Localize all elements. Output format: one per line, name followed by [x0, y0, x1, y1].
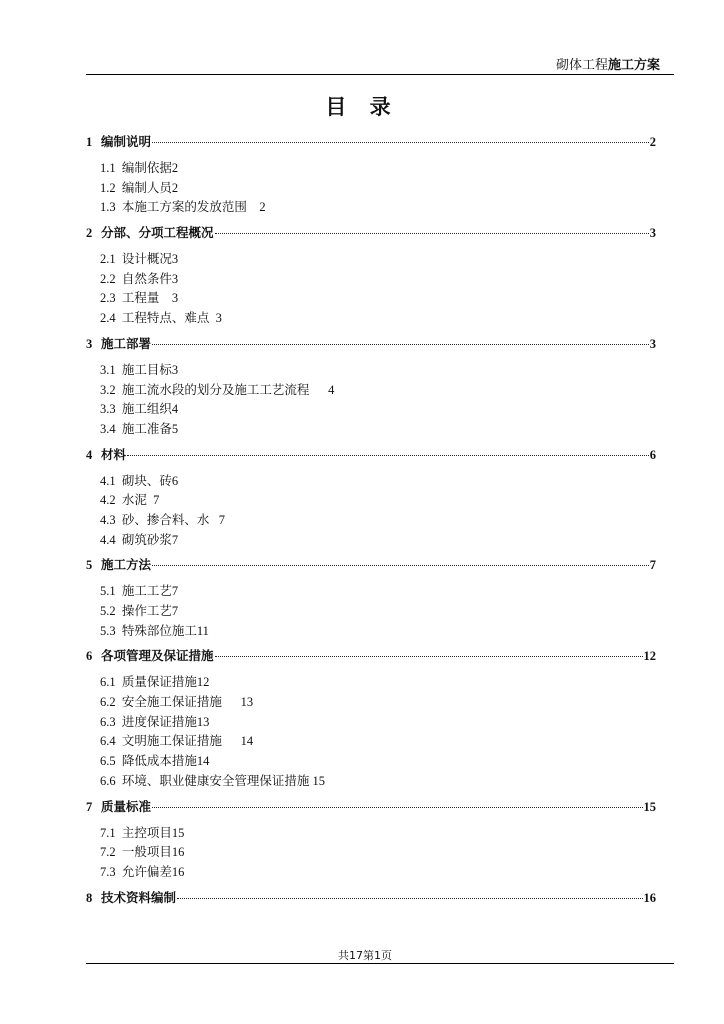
- toc-subsection-label: 质量保证措施: [121, 674, 197, 690]
- footer-rule: [86, 963, 674, 964]
- toc-subsection-gap: [309, 383, 328, 397]
- toc-subsection-2.3[interactable]: [100, 288, 656, 308]
- toc-subsection-number: 2.4: [100, 311, 116, 326]
- toc-subsection-label: 水泥: [121, 492, 147, 508]
- toc-leader-dots: [152, 344, 649, 345]
- toc-subsection-6.6[interactable]: [100, 771, 656, 791]
- toc-subsection-number: 4.1: [100, 473, 116, 488]
- toc-section-number: 6: [86, 649, 93, 664]
- toc-subsection-label: 安全施工保证措施: [121, 694, 222, 710]
- toc-subsection-number: 6.5: [100, 754, 116, 769]
- toc-subsection-label: 一般项目: [121, 844, 172, 860]
- toc-subsection-page: 15: [171, 825, 185, 840]
- toc-subsection-number: 2.3: [100, 291, 116, 306]
- toc-subsection-page: 7: [153, 493, 160, 508]
- toc-section-number: 4: [86, 447, 93, 462]
- toc-subsection-number: 7.3: [100, 864, 116, 879]
- toc-subsection-page: 3: [215, 311, 222, 326]
- toc-subsection-label: 工程量: [121, 290, 160, 306]
- toc-subsection-number: 1.2: [100, 180, 116, 195]
- toc-section-1[interactable]: [86, 132, 656, 152]
- toc-subsection-page: 3: [171, 271, 179, 286]
- toc-section-number: 5: [86, 558, 93, 573]
- toc-subsection-6.3[interactable]: [100, 712, 656, 732]
- toc-section-5[interactable]: [86, 555, 656, 575]
- toc-subsection-label: 设计概况: [121, 251, 172, 267]
- toc-subsection-page: 5: [171, 421, 179, 436]
- toc-subsection-gap: [209, 513, 218, 527]
- toc-subsection-label: 施工流水段的划分及施工工艺流程: [121, 381, 310, 397]
- toc-subsection-label: 砌块、砖: [121, 472, 172, 488]
- toc-subsection-3.4[interactable]: [100, 419, 656, 439]
- toc-section-label: 质量标准: [101, 798, 152, 814]
- toc-subsection-number: 3.4: [100, 421, 116, 436]
- toc-section-page: 12: [643, 649, 656, 664]
- toc-section-number: 3: [86, 336, 93, 351]
- toc-subsection-gap: [222, 734, 241, 748]
- toc-subsection-label: 施工目标: [121, 361, 172, 377]
- toc-subsection-page: 16: [171, 864, 185, 879]
- toc-subsection-page: 2: [259, 200, 266, 215]
- toc-subsection-label: 特殊部位施工: [121, 622, 197, 638]
- toc-subsection-2.2[interactable]: [100, 269, 656, 289]
- toc-subsection-page: 6: [171, 473, 179, 488]
- toc-subsection-number: 3.1: [100, 362, 116, 377]
- toc-subsection-page: 4: [171, 402, 179, 417]
- header-rule: [86, 74, 674, 75]
- toc-subsection-7.2[interactable]: [100, 842, 656, 862]
- header-title: [556, 54, 660, 73]
- toc-subsection-2.4[interactable]: [100, 308, 656, 328]
- toc-section-number: 1: [86, 135, 93, 149]
- toc-subsection-list: [100, 581, 656, 640]
- toc-leader-dots: [152, 142, 649, 143]
- toc-section-number: 8: [86, 890, 93, 905]
- toc-section-number: 2: [86, 226, 93, 241]
- toc-subsection-label: 施工组织: [121, 401, 172, 417]
- toc-subsection-6.2[interactable]: [100, 692, 656, 712]
- toc-subsection-number: 4.2: [100, 493, 116, 508]
- toc-subsection-list: [100, 360, 656, 439]
- toc-subsection-page: 7: [171, 604, 179, 618]
- toc-subsection-label: 本施工方案的发放范围: [121, 199, 247, 215]
- toc-leader-dots: [215, 233, 649, 234]
- toc-subsection-number: 7.2: [100, 845, 116, 860]
- footer-page-count: 共17第1页: [338, 949, 392, 962]
- toc-subsection-3.3[interactable]: [100, 399, 656, 419]
- toc-subsection-label: 施工工艺: [121, 583, 172, 599]
- toc-subsection-number: 6.1: [100, 675, 116, 690]
- table-of-contents: [86, 128, 656, 914]
- toc-subsection-list: [100, 471, 656, 550]
- toc-section-label: 编制说明: [101, 134, 152, 149]
- toc-section-page: 16: [643, 890, 656, 905]
- toc-subsection-label: 自然条件: [121, 270, 172, 286]
- toc-leader-dots: [127, 455, 649, 456]
- toc-section-label: 施工部署: [101, 335, 152, 351]
- toc-subsection-5.2[interactable]: [100, 601, 656, 621]
- toc-subsection-page: 7: [218, 512, 226, 527]
- toc-subsection-page: 4: [328, 382, 335, 397]
- toc-subsection-list: [100, 823, 656, 882]
- toc-section-label: 技术资料编制: [101, 889, 177, 905]
- toc-subsection-page: 12: [196, 675, 210, 690]
- toc-subsection-page: 7: [171, 532, 179, 547]
- toc-spacer: [86, 908, 656, 914]
- toc-subsection-4.4[interactable]: [100, 530, 656, 550]
- toc-subsection-list: [100, 158, 656, 217]
- toc-subsection-number: 4.4: [100, 532, 116, 547]
- toc-subsection-page: 13: [196, 714, 210, 729]
- toc-leader-dots: [152, 807, 642, 808]
- toc-subsection-label: 工程特点、难点: [121, 310, 210, 326]
- toc-leader-dots: [152, 565, 649, 566]
- toc-section-page: 3: [649, 226, 656, 241]
- toc-section-4[interactable]: [86, 445, 656, 465]
- toc-subsection-label: 编制依据: [121, 160, 172, 175]
- toc-subsection-page: 3: [171, 252, 179, 267]
- toc-subsection-1.2[interactable]: [100, 178, 656, 198]
- toc-section-6[interactable]: [86, 646, 656, 666]
- toc-subsection-6.5[interactable]: [100, 751, 656, 771]
- toc-subsection-number: 2.1: [100, 252, 116, 267]
- toc-subsection-1.3[interactable]: [100, 197, 656, 217]
- toc-section-8[interactable]: [86, 888, 656, 908]
- toc-subsection-gap: [222, 695, 241, 709]
- toc-section-label: 施工方法: [101, 557, 152, 573]
- toc-subsection-page: 16: [171, 845, 185, 860]
- toc-subsection-number: 1.3: [100, 200, 116, 215]
- toc-subsection-page: 3: [171, 362, 179, 377]
- toc-subsection-label: 降低成本措施: [121, 753, 197, 769]
- toc-section-page: 7: [649, 558, 656, 573]
- toc-subsection-2.1[interactable]: [100, 249, 656, 269]
- toc-subsection-number: 6.4: [100, 734, 116, 749]
- toc-subsection-1.1[interactable]: [100, 158, 656, 178]
- toc-subsection-number: 2.2: [100, 271, 116, 286]
- toc-subsection-list: [100, 249, 656, 328]
- toc-section-page: 6: [649, 447, 656, 462]
- toc-subsection-gap: [247, 200, 260, 214]
- header-title-bold: 施工方案: [607, 58, 660, 73]
- toc-subsection-page: 13: [240, 695, 254, 710]
- toc-section-7[interactable]: [86, 797, 656, 817]
- toc-subsection-page: 14: [240, 734, 254, 749]
- toc-section-3[interactable]: [86, 334, 656, 354]
- toc-section-page: 2: [649, 135, 656, 149]
- toc-subsection-4.3[interactable]: [100, 510, 656, 530]
- toc-subsection-number: 6.2: [100, 695, 116, 710]
- toc-subsection-label: 砌筑砂浆: [121, 531, 172, 547]
- toc-subsection-gap: [159, 291, 172, 305]
- toc-section-2[interactable]: [86, 223, 656, 243]
- toc-leader-dots: [177, 898, 642, 899]
- toc-subsection-label: 主控项目: [121, 824, 172, 840]
- toc-subsection-number: 5.2: [100, 604, 116, 618]
- toc-subsection-page: 11: [196, 623, 209, 638]
- toc-subsection-3.1[interactable]: [100, 360, 656, 380]
- toc-subsection-number: 1.1: [100, 161, 116, 175]
- toc-subsection-5.3[interactable]: [100, 621, 656, 641]
- toc-subsection-page: 3: [171, 291, 179, 306]
- toc-subsection-6.4[interactable]: [100, 731, 656, 751]
- toc-section-label: 各项管理及保证措施: [101, 648, 214, 664]
- toc-subsection-number: 3.3: [100, 402, 116, 417]
- toc-section-page: 3: [649, 336, 656, 351]
- toc-subsection-label: 环境、职业健康安全管理保证措施: [121, 772, 310, 788]
- toc-subsection-number: 3.2: [100, 382, 116, 397]
- toc-subsection-4.1[interactable]: [100, 471, 656, 491]
- toc-subsection-page: 14: [196, 754, 210, 769]
- toc-subsection-number: 7.1: [100, 825, 116, 840]
- toc-section-page: 15: [643, 799, 656, 814]
- toc-section-label: 分部、分项工程概况: [101, 225, 214, 241]
- toc-subsection-label: 砂、掺合料、水: [121, 511, 210, 527]
- toc-subsection-number: 6.6: [100, 773, 116, 788]
- toc-subsection-3.2[interactable]: [100, 380, 656, 400]
- toc-subsection-7.1[interactable]: [100, 823, 656, 843]
- toc-leader-dots: [215, 656, 643, 657]
- toc-subsection-number: 5.3: [100, 623, 116, 638]
- toc-subsection-page: 2: [171, 180, 179, 195]
- toc-subsection-6.1[interactable]: [100, 672, 656, 692]
- toc-subsection-label: 允许偏差: [121, 863, 172, 879]
- toc-subsection-label: 编制人员: [121, 179, 172, 195]
- toc-subsection-number: 5.1: [100, 584, 116, 599]
- toc-subsection-page: 2: [171, 161, 179, 175]
- toc-subsection-list: [100, 672, 656, 790]
- page-header: [86, 54, 674, 74]
- toc-subsection-page: 7: [171, 584, 179, 599]
- toc-subsection-label: 操作工艺: [121, 603, 172, 618]
- toc-subsection-label: 文明施工保证措施: [121, 733, 222, 749]
- toc-subsection-5.1[interactable]: [100, 581, 656, 601]
- toc-subsection-label: 进度保证措施: [121, 713, 197, 729]
- toc-subsection-number: 4.3: [100, 512, 116, 527]
- toc-subsection-7.3[interactable]: [100, 862, 656, 882]
- header-title-normal: 砌体工程: [555, 58, 608, 73]
- toc-subsection-number: 6.3: [100, 714, 116, 729]
- toc-section-number: 7: [86, 799, 93, 814]
- toc-subsection-page: 15: [312, 773, 326, 788]
- toc-section-label: 材料: [101, 446, 127, 462]
- toc-subsection-label: 施工准备: [121, 420, 172, 436]
- toc-subsection-4.2[interactable]: [100, 490, 656, 510]
- page-title: 目 录: [325, 95, 399, 119]
